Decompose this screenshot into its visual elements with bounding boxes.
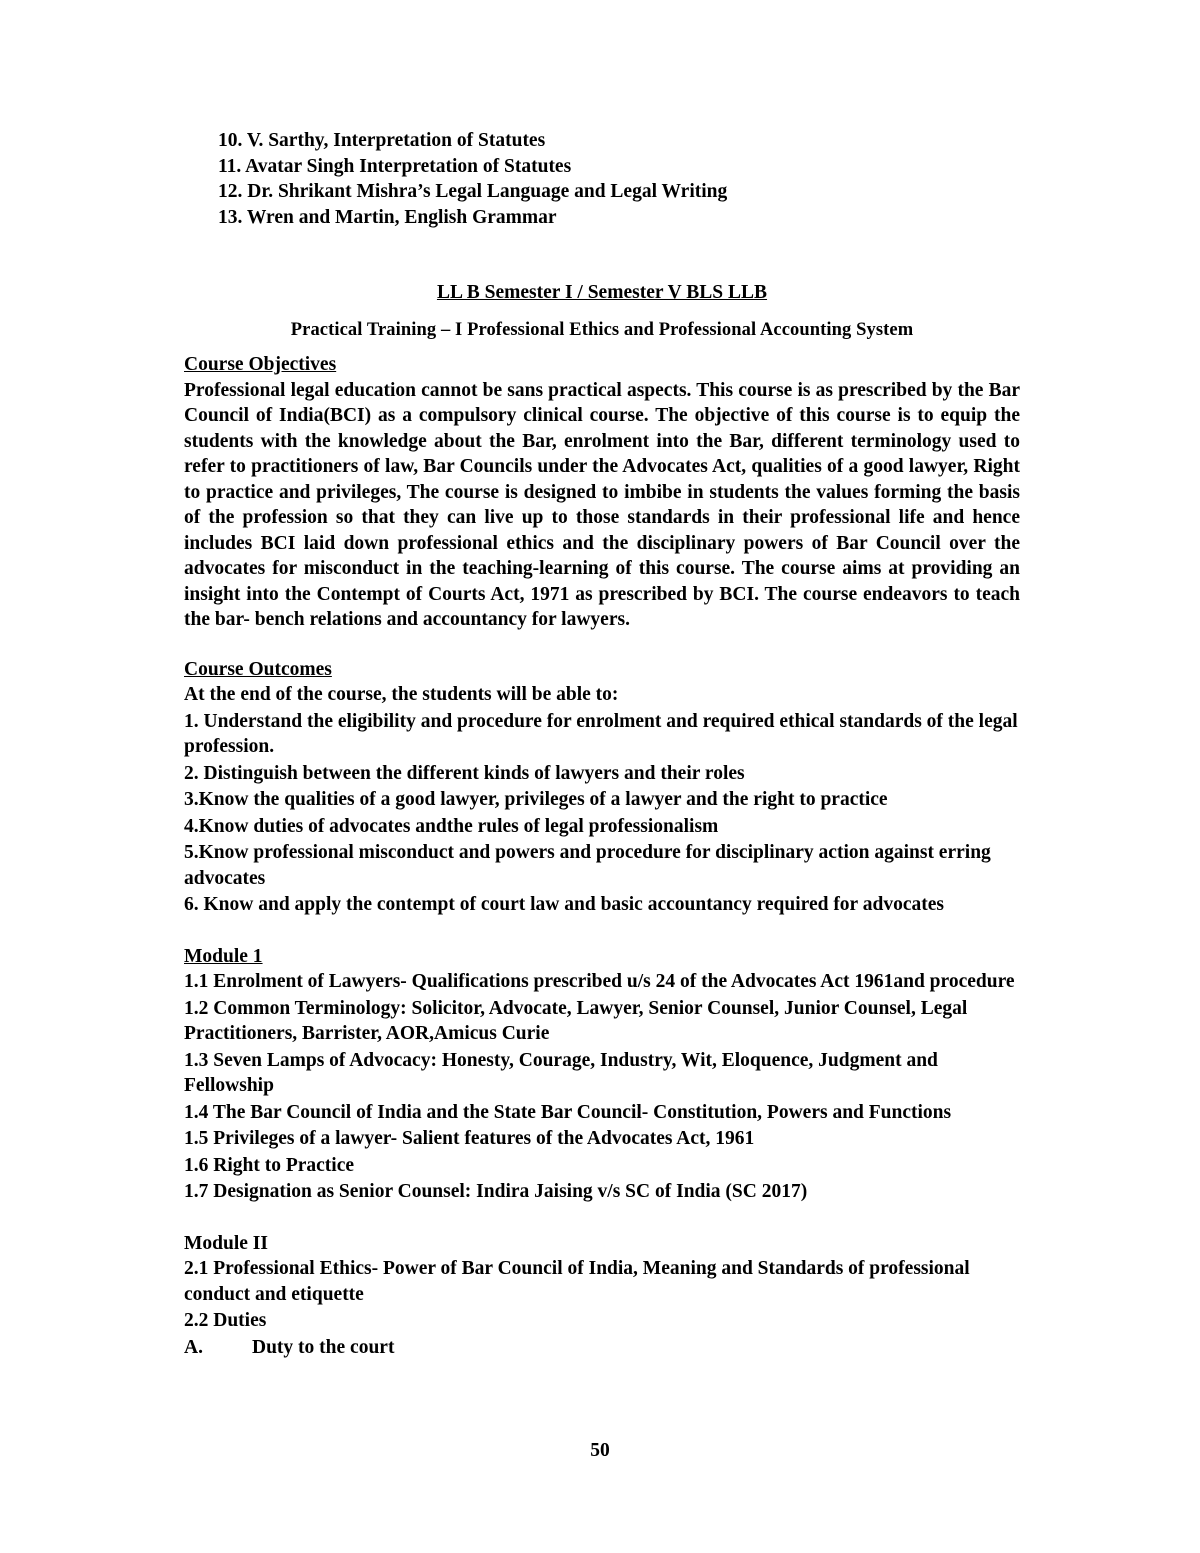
module-1-item: 1.4 The Bar Council of India and the State Bar Council- Constitution, Powers and Functions [184, 1101, 952, 1123]
objectives-section [184, 352, 1020, 633]
outcome-item: 1. Understand the eligibility and procedure for enrolment and required ethical standards of the legal profession. [184, 710, 1018, 757]
outcome-item: 2. Distinguish between the different kinds of lawyers and their roles [184, 762, 745, 784]
page-number: 50 [590, 1440, 610, 1461]
module-1-item: 1.5 Privileges of a lawyer- Salient features of the Advocates Act, 1961 [184, 1128, 755, 1149]
duty-text: Duty to the court [252, 1336, 395, 1358]
outcome-item: 3.Know the qualities of a good lawyer, privileges of a lawyer and the right to practice [184, 789, 888, 810]
reference-item: 10. V. Sarthy, Interpretation of Statutes [218, 130, 546, 151]
duty-row [184, 1335, 1020, 1361]
module-1-item: 1.1 Enrolment of Lawyers- Qualifications prescribed u/s 24 of the Advocates Act 1961and procedure [184, 971, 1015, 992]
course-subtitle: Practical Training – I Professional Ethics and Professional Accounting System [290, 319, 914, 340]
reference-item: 11. Avatar Singh Interpretation of Statutes [218, 155, 572, 177]
document-page [184, 128, 1020, 1360]
reference-item: 13. Wren and Martin, English Grammar [218, 206, 557, 228]
outcome-item: 6. Know and apply the contempt of court law and basic accountancy required for advocates [184, 894, 944, 915]
outcomes-intro: At the end of the course, the students will be able to: [184, 684, 619, 705]
module-2-item: 2.2 Duties [184, 1310, 267, 1331]
course-title: LL B Semester I / Semester V BLS LLB [436, 282, 768, 303]
outcome-item: 5.Know professional misconduct and powers and procedure for disciplinary action against erring advocates [184, 842, 991, 889]
outcomes-heading: Course Outcomes [184, 658, 332, 680]
module-1-section [184, 944, 1020, 1205]
module-1-item: 1.6 Right to Practice [184, 1154, 355, 1176]
module-1-item: 1.7 Designation as Senior Counsel: Indira Jaising v/s SC of India (SC 2017) [184, 1181, 808, 1202]
objectives-heading: Course Objectives [184, 354, 337, 375]
duty-letter: A. [184, 1336, 203, 1358]
objectives-paragraph: Professional legal education cannot be sans practical aspects. This course is as prescribed by the Bar Council of India(BCI) as a compulsory clinical course. The objective of this course is to equip the students with the knowledge about the Bar, enrolment into the Bar, different terminology used to refer to practitioners of law, Bar Councils under the Advocates Act, qualities of a good lawyer, Right to practice and privileges, The course is designed to imbibe in students the values forming the basis of the profession so that they can live up to those standards in their professional life and hence includes BCI laid down professional ethics and the disciplinary powers of Bar Council over the advocates for misconduct in the teaching-learning of this course. The course aims at providing an insight into the Contempt of Courts Act, 1971 as prescribed by BCI. The course endeavors to teach the bar- bench relations and accountancy for lawyers. [184, 379, 1020, 630]
module-1-item: 1.2 Common Terminology: Solicitor, Advocate, Lawyer, Senior Counsel, Junior Counsel, Legal Practitioners, Barrister, AOR,Amicus Curie [184, 997, 968, 1044]
module-2-section [184, 1231, 1020, 1361]
reference-item: 12. Dr. Shrikant Mishra’s Legal Language and Legal Writing [218, 181, 728, 202]
module-1-heading: Module 1 [184, 945, 263, 967]
reference-list [218, 128, 1020, 230]
module-2-heading: Module II [184, 1232, 268, 1254]
outcome-item: 4.Know duties of advocates andthe rules of legal professionalism [184, 815, 719, 837]
module-1-item: 1.3 Seven Lamps of Advocacy: Honesty, Courage, Industry, Wit, Eloquence, Judgment and Fellowship [184, 1049, 938, 1096]
outcomes-section [184, 657, 1020, 918]
module-2-item: 2.1 Professional Ethics- Power of Bar Council of India, Meaning and Standards of professional conduct and etiquette [184, 1258, 970, 1305]
